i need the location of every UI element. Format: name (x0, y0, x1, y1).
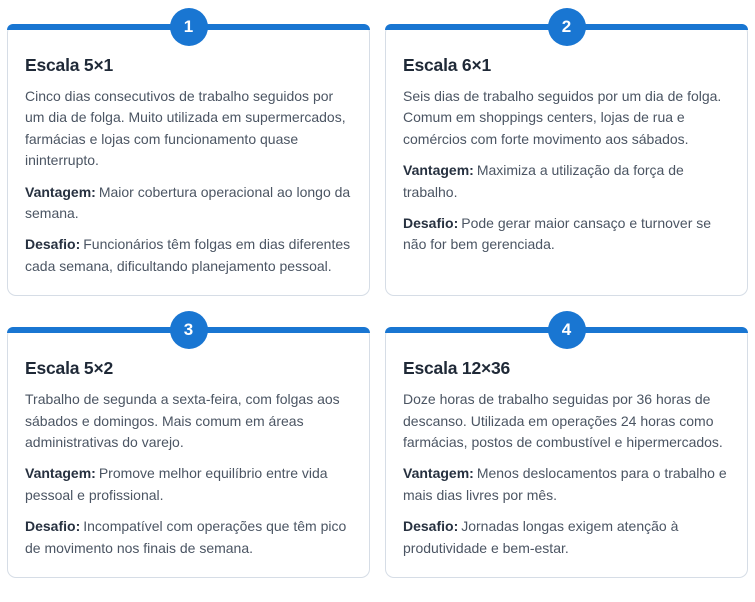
challenge-label: Desafio: (25, 236, 81, 253)
card-title: Escala 12×36 (403, 358, 511, 379)
card-description: Doze horas de trabalho seguidas por 36 horas de descanso. Utilizada em operações 24 horas como farmácias, postos de combustível e hipermercados. (403, 391, 723, 451)
challenge-text: Funcionários têm folgas em dias diferentes cada semana, dificultando planejamento pessoal. (25, 236, 351, 274)
card-number-badge: 1 (170, 8, 208, 46)
advantage-label: Vantagem: (25, 465, 96, 482)
challenge-text: Jornadas longas exigem atenção à produtividade e bem-estar. (403, 518, 679, 556)
card-number-badge: 3 (170, 311, 208, 349)
schedule-card-3 (7, 311, 370, 578)
challenge-paragraph (403, 213, 730, 256)
card-title: Escala 5×1 (25, 55, 114, 75)
advantage-text: Promove melhor equilíbrio entre vida pessoal e profissional. (25, 465, 328, 503)
challenge-paragraph (25, 234, 352, 277)
challenge-text: Pode gerar maior cansaço e turnover se não for bem gerenciada. (403, 215, 712, 253)
advantage-text: Maior cobertura operacional ao longo da semana. (25, 183, 351, 222)
schedule-card-2 (385, 8, 748, 296)
advantage-label: Vantagem: (25, 183, 96, 200)
challenge-paragraph (403, 516, 730, 559)
card (7, 24, 370, 296)
card-number-badge: 4 (548, 311, 586, 349)
card-body (386, 333, 747, 577)
advantage-text: Menos deslocamentos para o trabalho e mais dias livres por mês. (403, 465, 727, 503)
schedule-card-4 (385, 311, 748, 578)
advantage-text: Maximiza a utilização da força de trabalho. (403, 162, 684, 200)
card-description: Seis dias de trabalho seguidos por um dia de folga. Comum em shoppings centers, lojas de rua e comércios com forte movimento aos sábados. (403, 88, 722, 147)
challenge-text: Incompatível com operações que têm pico de movimento nos finais de semana. (25, 518, 347, 556)
card-number-badge: 2 (548, 8, 586, 46)
advantage-label: Vantagem: (403, 162, 474, 179)
card (7, 327, 370, 578)
challenge-label: Desafio: (25, 518, 81, 535)
card (385, 327, 748, 578)
advantage-paragraph (25, 463, 352, 506)
card-title: Escala 5×2 (25, 358, 114, 379)
challenge-label: Desafio: (403, 518, 459, 535)
card-body (386, 30, 747, 274)
challenge-paragraph (25, 516, 352, 559)
advantage-paragraph (403, 160, 730, 203)
card (385, 24, 748, 296)
card-description: Trabalho de segunda a sexta-feira, com folgas aos sábados e domingos. Mais comum em áreas administrativas do varejo. (25, 391, 340, 451)
card-title: Escala 6×1 (403, 55, 492, 75)
advantage-paragraph (403, 463, 730, 506)
schedule-card-1 (7, 8, 370, 296)
card-body (8, 30, 369, 295)
advantage-paragraph (25, 182, 352, 225)
card-body (8, 333, 369, 577)
challenge-label: Desafio: (403, 215, 459, 232)
card-description: Cinco dias consecutivos de trabalho seguidos por um dia de folga. Muito utilizada em supermercados, farmácias e lojas com funcionamento quase ininterrupto. (25, 88, 346, 169)
advantage-label: Vantagem: (403, 465, 474, 482)
